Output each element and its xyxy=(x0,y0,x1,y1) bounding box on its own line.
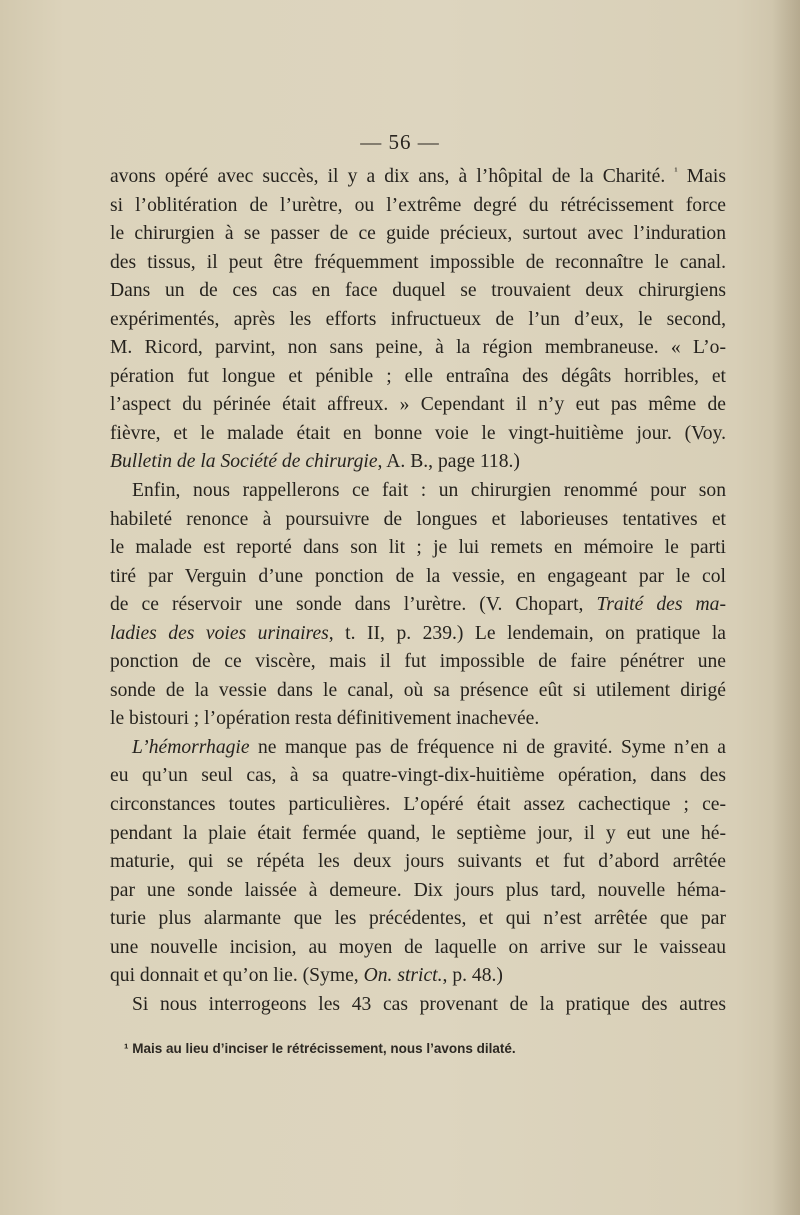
text-run: maturie, qui se répéta les deux jours suivants et fut d’abord arrêtée xyxy=(110,851,726,873)
text-run: pération fut longue et pénible ; elle entraîna des dégâts horribles, et xyxy=(110,365,726,387)
italic-citation: ladies des voies urinaires xyxy=(110,622,329,644)
text-run: fièvre, et le malade était en bonne voie le vingt-huitième jour. (Voy. xyxy=(110,422,726,444)
page-edge-shadow xyxy=(772,0,800,1215)
text-run: expérimentés, après les efforts infructueux de l’un d’eux, le second, xyxy=(110,308,726,330)
text-line xyxy=(110,306,726,335)
text-run: des tissus, il peut être fréquemment impossible de reconnaître le canal. xyxy=(110,251,726,273)
text-run: Mais xyxy=(677,166,726,187)
text-line xyxy=(110,934,726,963)
text-run: si l’oblitération de l’urètre, ou l’extrême degré du rétrécissement force xyxy=(110,194,726,216)
text-line xyxy=(110,363,726,392)
text-run: , t. II, p. 239.) Le lendemain, on pratique la xyxy=(328,622,727,644)
text-line xyxy=(110,534,726,563)
italic-citation: On. strict. xyxy=(363,965,443,987)
text-line xyxy=(110,620,726,649)
italic-citation: Traité des ma- xyxy=(596,594,726,616)
text-run: M. Ricord, parvint, non sans peine, à la région membraneuse. « L’o- xyxy=(110,337,726,359)
text-line xyxy=(110,648,726,677)
text-run: sonde de la vessie dans le canal, où sa présence eût si utilement dirigé xyxy=(110,679,726,701)
text-run: avons opéré avec succès, il y a dix ans, à l’hôpital de la Charité. xyxy=(110,166,675,187)
text-run: le bistouri ; l’opération resta définitivement inachevée. xyxy=(110,708,540,730)
text-run: Enfin, nous rappellerons ce fait : un chirurgien renommé pour son xyxy=(132,480,726,502)
text-line xyxy=(110,249,726,278)
text-line xyxy=(110,877,726,906)
text-run: le malade est reporté dans son lit ; je lui remets en mémoire le parti xyxy=(110,537,726,559)
text-run: , A. B., page 118.) xyxy=(377,451,520,473)
italic-citation: Bulletin de la Société de chirurgie xyxy=(110,451,378,473)
text-run: , p. 48.) xyxy=(442,965,503,987)
text-run: turie plus alarmante que les précédentes, et qui n’est arrêtée que par xyxy=(110,908,726,930)
text-line xyxy=(110,391,726,420)
text-line xyxy=(110,420,726,449)
page-number: — 56 — xyxy=(360,130,440,154)
text-line xyxy=(110,905,726,934)
text-line xyxy=(110,192,726,221)
text-run: habileté renonce à poursuivre de longues et laborieuses tentatives et xyxy=(110,508,726,530)
text-line xyxy=(110,477,726,506)
text-run: Si nous interrogeons les 43 cas provenant de la pratique des autres xyxy=(132,993,726,1015)
footnote-marker: ¹ xyxy=(674,165,678,178)
text-run: Dans un de ces cas en face duquel se trouvaient deux chirurgiens xyxy=(110,280,726,302)
text-line xyxy=(110,734,726,763)
text-run: qui donnait et qu’on lie. (Syme, xyxy=(110,965,364,987)
text-line xyxy=(110,762,726,791)
text-run: pendant la plaie était fermée quand, le septième jour, il y eut une hé- xyxy=(110,822,726,844)
text-run: eu qu’un seul cas, à sa quatre-vingt-dix-huitième opération, dans des xyxy=(110,765,726,787)
text-line xyxy=(110,820,726,849)
text-line xyxy=(110,705,726,734)
text-line xyxy=(110,677,726,706)
text-run: circonstances toutes particulières. L’opéré était assez cachectique ; ce- xyxy=(110,794,726,816)
text-run: l’aspect du périnée était affreux. » Cependant il n’y eut pas même de xyxy=(110,394,726,416)
text-line xyxy=(110,563,726,592)
text-run: le chirurgien à se passer de ce guide précieux, surtout avec l’induration xyxy=(110,223,726,245)
text-run: une nouvelle incision, au moyen de laquelle on arrive sur le vaisseau xyxy=(110,936,726,958)
text-line xyxy=(110,848,726,877)
text-run: ponction de ce viscère, mais il fut impossible de faire pénétrer une xyxy=(110,651,726,673)
italic-citation: L’hémorrhagie xyxy=(132,736,250,758)
text-run: ne manque pas de fréquence ni de gravité. Syme n’en a xyxy=(249,736,726,758)
text-line xyxy=(110,962,726,991)
footnote: ¹ Mais au lieu d’inciser le rétrécissement, nous l’avons dilaté. xyxy=(124,1041,516,1056)
text-line xyxy=(110,506,726,535)
text-line xyxy=(110,334,726,363)
text-line xyxy=(110,220,726,249)
text-line xyxy=(110,448,726,477)
text-run: par une sonde laissée à demeure. Dix jours plus tard, nouvelle héma- xyxy=(110,879,726,901)
text-line xyxy=(110,991,726,1020)
body-text xyxy=(110,163,726,1019)
text-line xyxy=(110,591,726,620)
text-line xyxy=(110,163,726,192)
text-run: tiré par Verguin d’une ponction de la vessie, en engageant par le col xyxy=(110,565,726,587)
text-line xyxy=(110,791,726,820)
text-line xyxy=(110,277,726,306)
text-run: de ce réservoir une sonde dans l’urètre. (V. Chopart, xyxy=(110,594,597,616)
